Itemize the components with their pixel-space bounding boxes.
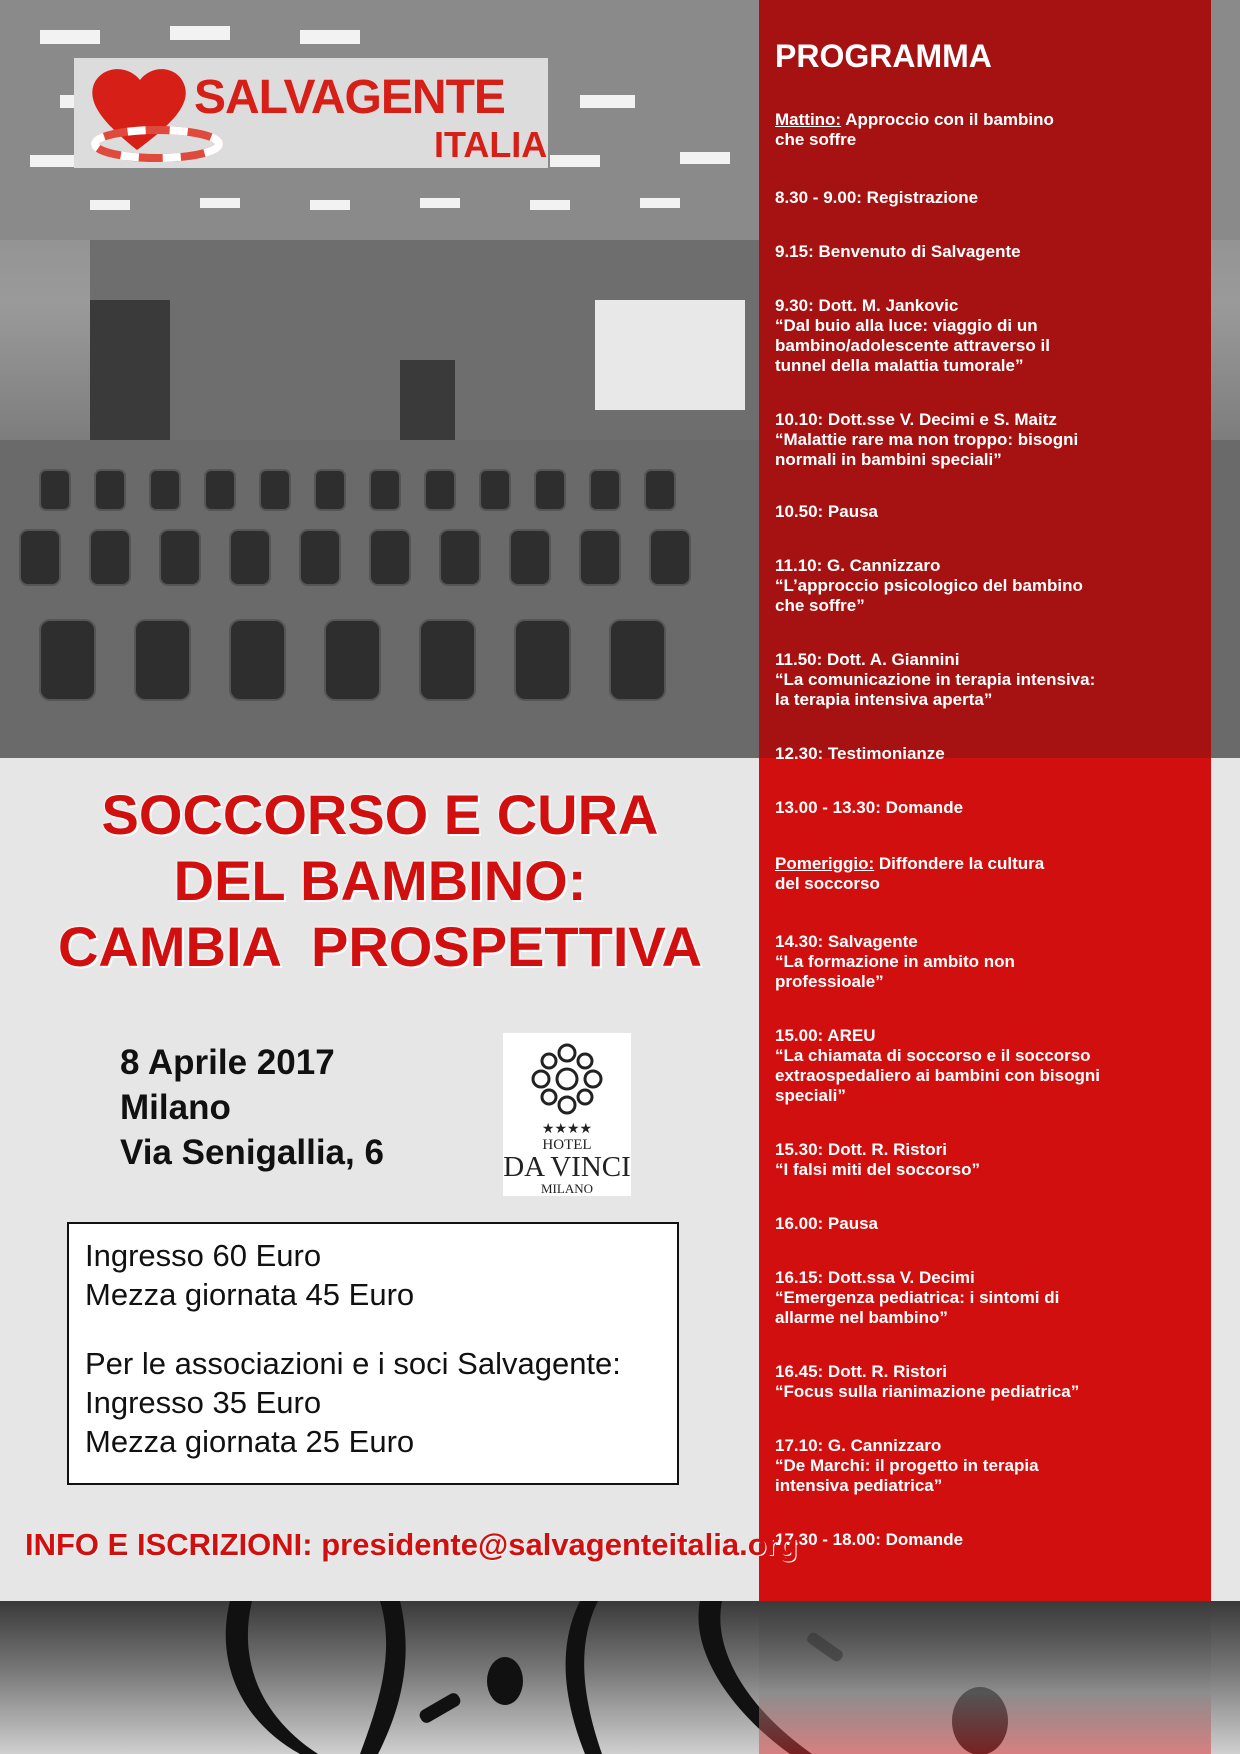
program-item-line: 9.15: Benvenuto di Salvagente — [775, 242, 1021, 261]
hotel-city: MILANO — [541, 1181, 593, 1196]
program-item — [775, 1026, 1195, 1106]
program-item-line: Approccio con il bambino — [845, 110, 1054, 129]
program-item-line: “La comunicazione in terapia intensiva: — [775, 670, 1096, 689]
program-item — [775, 650, 1195, 710]
program-item-line: 14.30: Salvagente — [775, 932, 918, 951]
program-item-line: bambino/adolescente attraverso il — [775, 336, 1050, 355]
program-section-label: Mattino: — [775, 110, 842, 129]
program-item-line: 13.00 - 13.30: Domande — [775, 798, 964, 817]
program-item-line: tunnel della malattia tumorale” — [775, 356, 1024, 375]
program-item-line: “Emergenza pediatrica: i sintomi di — [775, 1288, 1060, 1307]
program-item-line: 16.00: Pausa — [775, 1214, 879, 1233]
program-item — [775, 110, 1195, 150]
program-item-line: “La chiamata di soccorso e il soccorso — [775, 1046, 1091, 1065]
salvagente-logo — [74, 58, 548, 168]
program-section-label: Pomeriggio: — [775, 854, 875, 873]
price-half: Mezza giornata 45 Euro — [85, 1277, 415, 1312]
program-item-line: allarme nel bambino” — [775, 1308, 948, 1327]
program-item-line: 15.00: AREU — [775, 1026, 876, 1045]
program-item-line: 11.10: G. Cannizzaro — [775, 556, 941, 575]
program-item-line: “De Marchi: il progetto in terapia — [775, 1456, 1039, 1475]
program-item-line: 10.50: Pausa — [775, 502, 879, 521]
hotel-label: HOTEL — [542, 1137, 592, 1153]
program-item-line: 9.30: Dott. M. Jankovic — [775, 296, 959, 315]
program-item-line: “Focus sulla rianimazione pediatrica” — [775, 1382, 1080, 1401]
program-item — [775, 556, 1195, 616]
program-item — [775, 502, 1195, 522]
program-item-line: extraospedaliero ai bambini con bisogni — [775, 1066, 1100, 1085]
program-item — [775, 1268, 1195, 1328]
program-item-line: “Malattie rare ma non troppo: bisogni — [775, 430, 1079, 449]
program-item-line: 17.30 - 18.00: Domande — [775, 1530, 964, 1549]
program-item-line: 16.45: Dott. R. Ristori — [775, 1362, 947, 1381]
program-item-line: professioale” — [775, 972, 884, 991]
program-item-line: che soffre” — [775, 596, 865, 615]
logo-text-sub: ITALIA — [434, 124, 548, 165]
program-item — [775, 1140, 1195, 1180]
price-full: Ingresso 60 Euro — [85, 1238, 322, 1273]
program-item-line: 8.30 - 9.00: Registrazione — [775, 188, 979, 207]
event-title-line: SOCCORSO E CURA — [101, 783, 659, 846]
price-members-full: Ingresso 35 Euro — [85, 1385, 322, 1420]
program-item-line: 11.50: Dott. A. Giannini — [775, 650, 960, 669]
program-item — [775, 854, 1195, 894]
program-item-line: intensiva pediatrica” — [775, 1476, 943, 1495]
program-item-line: 17.10: G. Cannizzaro — [775, 1436, 942, 1455]
program-item — [775, 798, 1195, 818]
program-item-line: speciali” — [775, 1086, 846, 1105]
event-date: 8 Aprile 2017 — [120, 1043, 335, 1082]
program-item — [775, 296, 1195, 376]
program-item-line: normali in bambini speciali” — [775, 450, 1002, 469]
program-item — [775, 932, 1195, 992]
event-title-line: DEL BAMBINO: — [173, 849, 587, 912]
program-item — [775, 242, 1195, 262]
program-item-line: “Dal buio alla luce: viaggio di un — [775, 316, 1038, 335]
hotel-emblem-icon — [527, 1039, 607, 1119]
program-item-line: “L’approccio psicologico del bambino — [775, 576, 1083, 595]
event-title-line: CAMBIA PROSPETTIVA — [57, 915, 703, 978]
program-item — [775, 188, 1195, 208]
bottom-band-program-overlay — [759, 1601, 1211, 1754]
program-title: PROGRAMMA — [775, 38, 992, 74]
program-item-line: del soccorso — [775, 874, 880, 893]
event-details — [120, 1040, 384, 1175]
program-item — [775, 1214, 1195, 1234]
program-item-line: “I falsi miti del soccorso” — [775, 1160, 981, 1179]
hotel-stars: ★★★★ — [541, 1122, 593, 1137]
price-members-half: Mezza giornata 25 Euro — [85, 1424, 415, 1459]
program-item-line: la terapia intensiva aperta” — [775, 690, 993, 709]
price-members-intro: Per le associazioni e i soci Salvagente: — [85, 1346, 621, 1381]
program-column — [759, 0, 1211, 1754]
event-address: Via Senigallia, 6 — [120, 1133, 384, 1172]
program-item-line: che soffre — [775, 130, 857, 149]
price-box — [67, 1222, 679, 1485]
hotel-name: DA VINCI — [503, 1151, 631, 1183]
program-item — [775, 1530, 1195, 1550]
program-item — [775, 410, 1195, 470]
program-item — [775, 744, 1195, 764]
logo-text-main: SALVAGENTE — [194, 71, 505, 124]
program-item-line: “La formazione in ambito non — [775, 952, 1015, 971]
program-item — [775, 1436, 1195, 1496]
hotel-logo — [503, 1033, 631, 1196]
program-item-line: 15.30: Dott. R. Ristori — [775, 1140, 947, 1159]
program-item — [775, 1362, 1195, 1402]
event-city: Milano — [120, 1088, 231, 1127]
event-title — [20, 782, 740, 980]
program-item-line: Diffondere la cultura — [878, 854, 1045, 873]
program-item-line: 10.10: Dott.sse V. Decimi e S. Maitz — [775, 410, 1057, 429]
program-item-line: 12.30: Testimonianze — [775, 744, 945, 763]
program-item-line: 16.15: Dott.ssa V. Decimi — [775, 1268, 975, 1287]
info-registration: INFO E ISCRIZIONI: presidente@salvagenteitalia.org — [25, 1527, 798, 1562]
